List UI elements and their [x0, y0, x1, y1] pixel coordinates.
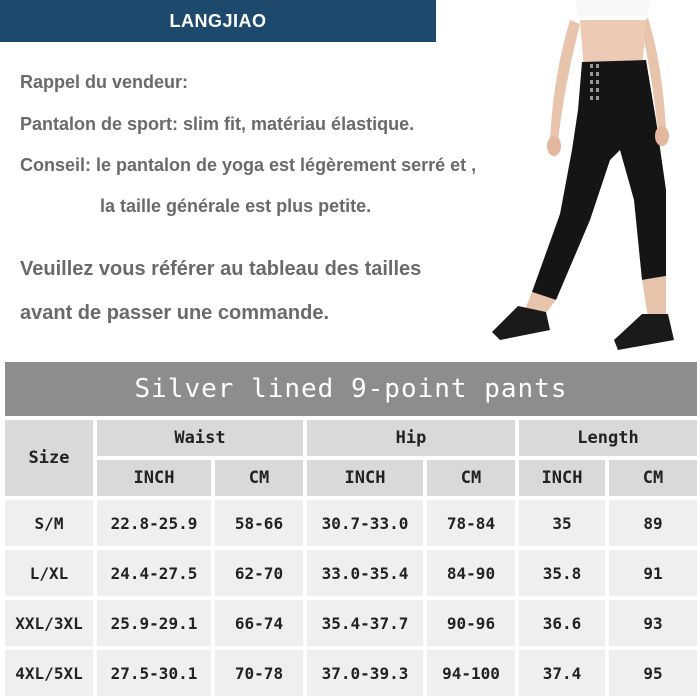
size-cell: 4XL/5XL: [5, 650, 93, 696]
model-left-hand: [547, 136, 561, 156]
hip-inch-cell: 37.0-39.3: [307, 650, 423, 696]
unit-header: INCH: [97, 460, 211, 496]
hip-cm-cell: 94-100: [427, 650, 515, 696]
length-cm-cell: 91: [609, 550, 697, 596]
size-cell: S/M: [5, 500, 93, 546]
model-right-hand: [655, 126, 669, 146]
waist-inch-cell: 27.5-30.1: [97, 650, 211, 696]
waist-cm-cell: 66-74: [215, 600, 303, 646]
notice-line-4: la taille générale est plus petite.: [100, 196, 372, 216]
right-sneaker-icon: [614, 314, 674, 350]
unit-header: INCH: [519, 460, 605, 496]
hip-cm-cell: 78-84: [427, 500, 515, 546]
size-chart: [5, 362, 697, 700]
waist-cm-cell: 62-70: [215, 550, 303, 596]
unit-header: CM: [427, 460, 515, 496]
length-cm-cell: 89: [609, 500, 697, 546]
notice-line-6: avant de passer une commande.: [20, 302, 330, 324]
model-right-calf: [642, 276, 666, 318]
size-chart-title: Silver lined 9-point pants: [5, 362, 697, 416]
unit-header: INCH: [307, 460, 423, 496]
hip-inch-cell: 35.4-37.7: [307, 600, 423, 646]
size-cell: XXL/3XL: [5, 600, 93, 646]
length-cm-cell: 93: [609, 600, 697, 646]
length-header: Length: [519, 420, 697, 456]
unit-header: CM: [215, 460, 303, 496]
hip-header: Hip: [307, 420, 515, 456]
waist-header: Waist: [97, 420, 303, 456]
notice-line-3: Conseil: le pantalon de yoga est légèrement serré et ,: [20, 155, 477, 175]
waist-inch-cell: 25.9-29.1: [97, 600, 211, 646]
hip-inch-cell: 33.0-35.4: [307, 550, 423, 596]
notice-line-1: Rappel du vendeur:: [20, 72, 189, 92]
length-cm-cell: 95: [609, 650, 697, 696]
hip-cm-cell: 90-96: [427, 600, 515, 646]
length-inch-cell: 37.4: [519, 650, 605, 696]
length-inch-cell: 35: [519, 500, 605, 546]
length-inch-cell: 36.6: [519, 600, 605, 646]
model-top: [576, 0, 650, 16]
left-sneaker-icon: [492, 306, 550, 340]
waist-inch-cell: 24.4-27.5: [97, 550, 211, 596]
hip-cm-cell: 84-90: [427, 550, 515, 596]
model-left-arm: [550, 20, 580, 142]
model-photo: [470, 0, 700, 360]
length-inch-cell: 35.8: [519, 550, 605, 596]
size-header: Size: [5, 420, 93, 496]
brand-name: LANGJIAO: [169, 10, 267, 31]
hip-inch-cell: 30.7-33.0: [307, 500, 423, 546]
waist-inch-cell: 22.8-25.9: [97, 500, 211, 546]
seller-notice: [0, 0, 520, 360]
notice-line-5: Veuillez vous référer au tableau des tailles: [20, 258, 422, 280]
waist-cm-cell: 58-66: [215, 500, 303, 546]
unit-header: CM: [609, 460, 697, 496]
size-cell: L/XL: [5, 550, 93, 596]
notice-line-2: Pantalon de sport: slim fit, matériau élastique.: [20, 114, 415, 134]
waist-cm-cell: 70-78: [215, 650, 303, 696]
